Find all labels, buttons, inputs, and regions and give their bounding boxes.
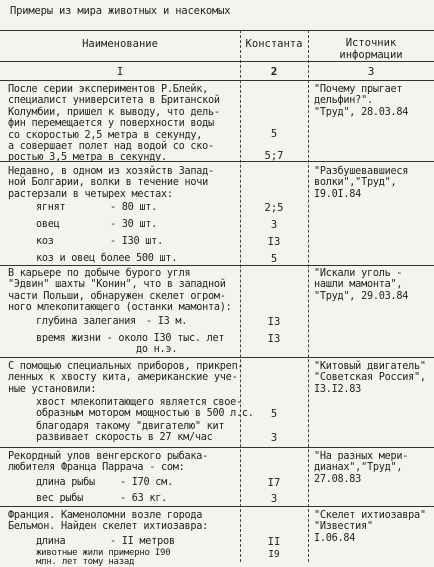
header-constant: Константа <box>245 38 303 50</box>
column-divider <box>308 30 309 562</box>
row-5-source: "На разных мери- дианах","Труд", 27.08.83 <box>314 451 409 485</box>
row-separator <box>0 265 434 266</box>
row-2-source: "Разбушевавшиеся волки","Труд", I9.0I.84 <box>314 166 409 200</box>
header-source-line1: Источник <box>345 37 397 49</box>
row-6-source: "Скелет ихтиозавра" "Известия" I.06.84 <box>314 510 426 544</box>
row-6-text: Франция. Каменоломни возле города Бельмон. Найден скелет ихтиозавра: <box>8 510 209 533</box>
column-number-1: I <box>116 65 124 78</box>
row-5-item-2-value: - 63 кг. <box>120 493 168 504</box>
colnum-separator <box>0 80 434 81</box>
table-top-border <box>0 30 434 31</box>
row-5-item-1-value: - I70 см. <box>120 477 173 488</box>
row-3-item-1-value: - I3 м. <box>146 316 188 327</box>
row-3-item-2-constant: I3 <box>267 333 281 345</box>
row-3-text: В карьере по добыче бурого угля "Эдвин" шахты "Конин", что в западной части Польши, обнаружен скелет огром- ного млекопитающего (останки мамонта): <box>8 268 232 314</box>
row-3-item-2-label: время жизни - около I30 тыс. лет до н.э. <box>36 333 225 356</box>
row-separator <box>0 506 434 507</box>
row-2-item-2-label: овец <box>36 219 60 230</box>
row-separator <box>0 161 434 162</box>
row-5-text: Рекордный улов венгерского рыбака- любителя Франца Паррача - сом: <box>8 451 209 474</box>
row-6-item-1-label: длина <box>36 536 66 547</box>
column-number-2: 2 <box>270 65 278 78</box>
row-2-item-1-label: ягнят <box>36 202 66 213</box>
row-2-item-3-value: - I30 шт. <box>110 236 163 247</box>
row-3-item-1-label: глубина залегания <box>36 316 137 327</box>
row-2-item-1-constant: 2;5 <box>264 202 284 214</box>
row-1-text: После серии экспериментов Р.Блейк, специалист университета в Британской Колумбии, пришел к выводу, что дель- фин перемещается у поверхности воды со скоростью 2,5 метра в секунду, а совершает полет над водой со ско- ростью 3,5 метра в секунду. <box>8 84 220 164</box>
row-2-item-4-constant: 5 <box>270 253 278 265</box>
row-separator <box>0 447 434 448</box>
row-6-item-2-label: животные жили примерно I90 млн. лет тому назад <box>36 548 171 567</box>
row-4-item-2-constant: 3 <box>270 432 278 444</box>
row-4-item-2-label: благодаря такому "двигателю" кит развивает скорость в 27 км/час <box>36 421 225 444</box>
row-3-source: "Искали уголь - нашли мамонта", "Труд", 29.03.84 <box>314 268 409 302</box>
row-1-source: "Почему прыгает дельфин?". "Труд", 28.03.84 <box>314 84 409 118</box>
header-source-line2: информации <box>339 49 403 61</box>
row-6-item-2-constant: I9 <box>268 549 280 560</box>
column-number-3: 3 <box>367 65 375 78</box>
row-2-item-1-value: - 80 шт. <box>110 202 158 213</box>
row-1-constant-1: 5 <box>270 128 278 140</box>
row-2-item-3-constant: I3 <box>267 236 281 248</box>
row-4-item-1-label: хвост млекопитающего является свое- образным мотором мощностью в 500 л.с. <box>36 397 254 420</box>
header-separator <box>0 61 434 62</box>
row-6-item-1-constant: II <box>267 536 281 548</box>
row-3-item-1-constant: I3 <box>267 316 281 328</box>
page-title: Примеры из мира животных и насекомых <box>10 5 231 17</box>
row-5-item-2-constant: 3 <box>270 493 278 505</box>
row-6-item-1-value: - II метров <box>110 536 175 547</box>
row-2-item-4-label: коз и овец более 500 шт. <box>36 253 178 264</box>
header-name: Наименование <box>82 38 158 50</box>
row-separator <box>0 357 434 358</box>
row-2-item-2-constant: 3 <box>270 219 278 231</box>
row-4-source: "Китовый двигатель" "Советская Россия", I3.I2.83 <box>314 361 426 395</box>
row-4-item-1-constant: 5 <box>270 408 278 420</box>
row-5-item-1-constant: I7 <box>267 477 281 489</box>
row-5-item-1-label: длина рыбы <box>36 477 95 488</box>
row-2-text: Недавно, в одном из хозяйств Запад- ной Болгарии, волки в течение ночи растерзали в четырех местах: <box>8 166 214 200</box>
row-1-constant-2: 5;7 <box>264 150 284 162</box>
row-2-item-2-value: - 30 шт. <box>110 219 158 230</box>
row-2-item-3-label: коз <box>36 236 54 247</box>
row-4-text: С помощью специальных приборов, прикреп- ленных к хвосту кита, американские уче- ные установили: <box>8 361 244 395</box>
row-5-item-2-label: вес рыбы <box>36 493 84 504</box>
